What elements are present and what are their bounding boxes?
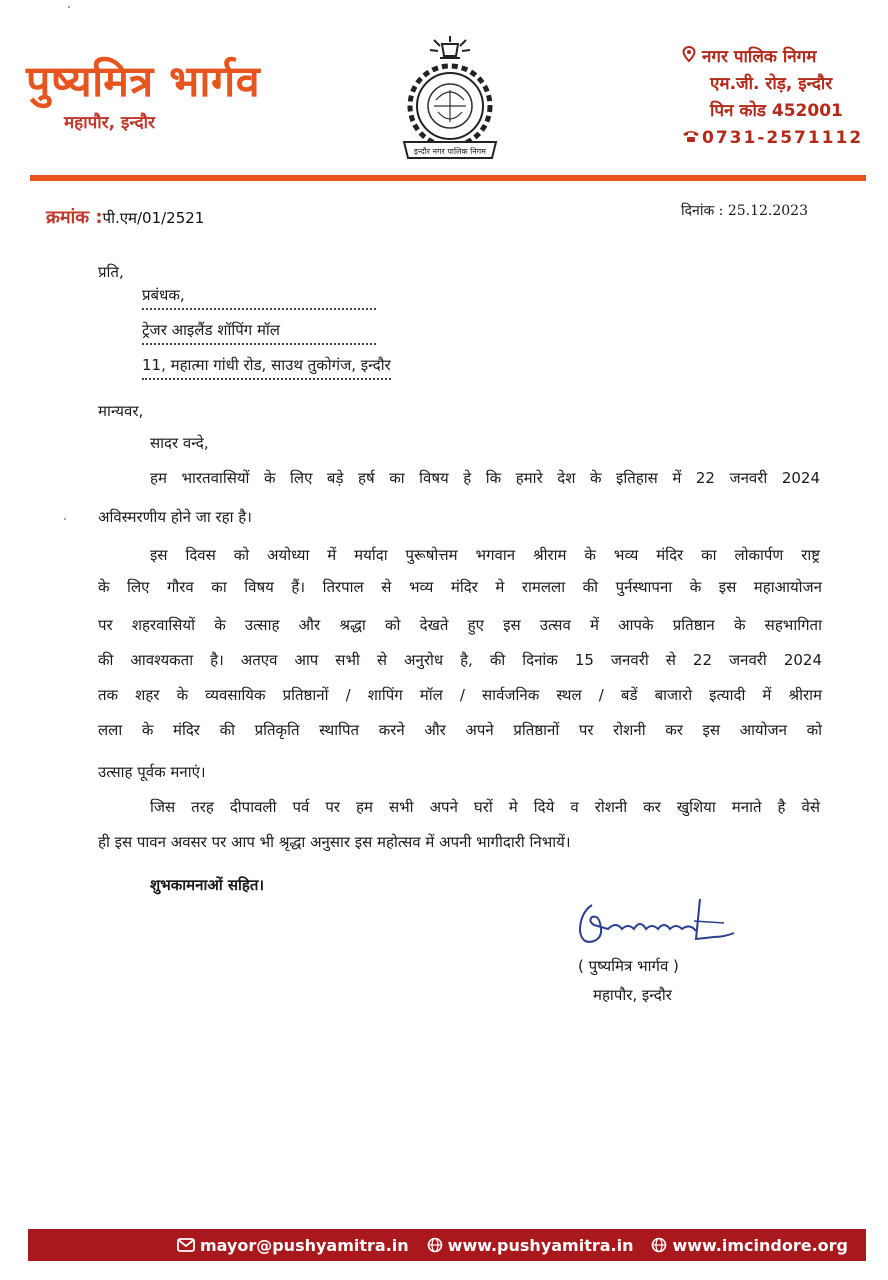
- footer-website-1[interactable]: www.pushyamitra.in: [427, 1236, 634, 1255]
- globe-icon: [427, 1237, 443, 1253]
- paragraph-2-line-1: इस दिवस को अयोध्या में मर्यादा पुरूषोत्तम भगवान श्रीराम के भव्य मंदिर का लोकार्पण राष्ट्र: [150, 546, 820, 564]
- recipient-address: 11, महात्मा गांधी रोड, साउथ तुकोगंज, इन्दौर: [142, 355, 391, 380]
- scan-speck: [64, 518, 66, 520]
- recipient-prefix: प्रति,: [98, 263, 124, 281]
- address-block: [682, 44, 863, 152]
- telephone-icon: [682, 125, 702, 152]
- reference-value: पी.एम/01/2521: [102, 209, 205, 227]
- paragraph-3-line-2: ही इस पावन अवसर पर आप भी श्रृद्धा अनुसार इस महोत्सव में अपनी भागीदारी निभायें।: [98, 833, 571, 851]
- footer-bar: [28, 1229, 866, 1261]
- reference-label: क्रमांक :: [46, 207, 103, 228]
- signatory-designation: महापौर, इन्दौर: [593, 986, 672, 1004]
- address-line-1: नगर पालिक निगम: [682, 44, 863, 71]
- address-line-2: एम.जी. रोड़, इन्दौर: [710, 74, 833, 94]
- sender-name: पुष्यमित्र भार्गव: [26, 57, 261, 107]
- paragraph-2-line-2: के लिए गौरव का विषय हैं। तिरपाल से भव्य मंदिर मे रामलला की पुर्नस्थापना के इस महाआयोजन: [98, 578, 822, 596]
- email-icon: [177, 1238, 195, 1252]
- signatory-name: ( पुष्यमित्र भार्गव ): [578, 957, 679, 975]
- paragraph-2-line-5: तक शहर के व्यवसायिक प्रतिष्ठानों / शापिंग मॉल / सार्वजनिक स्थल / बडें बाजारो इत्यादी में श्रीराम: [98, 686, 822, 704]
- paragraph-2-line-6: लला के मंदिर की प्रतिकृति स्थापित करने और अपने प्रतिष्ठानों पर रोशनी कर इस आयोजन को: [98, 721, 822, 739]
- address-line-3: पिन कोड 452001: [710, 101, 843, 121]
- header-divider: [30, 175, 866, 181]
- paragraph-2-line-7: उत्साह पूर्वक मनाएं।: [98, 763, 206, 781]
- recipient-title: प्रबंधक,: [142, 285, 376, 310]
- paragraph-2-line-4: की आवश्यकता है। अतएव आप सभी से अनुरोध है, की दिनांक 15 जनवरी से 22 जनवरी 2024: [98, 651, 822, 669]
- salutation: मान्यवर,: [98, 402, 144, 420]
- lamp-icon: [430, 36, 470, 58]
- scan-speck: [68, 6, 70, 8]
- greeting: सादर वन्दे,: [150, 434, 209, 452]
- logo-banner-text: इन्दौर नगर पालिक निगम: [414, 147, 486, 156]
- paragraph-3-line-1: जिस तरह दीपावली पर्व पर हम सभी अपने घरों मे दिये व रोशनी कर खुशिया मनाते है वेसे: [150, 798, 820, 816]
- reference-number: [46, 205, 204, 229]
- sender-designation: महापौर, इन्दौर: [64, 113, 155, 133]
- paragraph-1-line-1: हम भारतवासियों के लिए बड़े हर्ष का विषय हे कि हमारे देश के इतिहास में 22 जनवरी 2024: [150, 469, 820, 487]
- phone-line: 0731-2571112: [682, 125, 863, 152]
- letter-date: दिनांक : 25.12.2023: [681, 203, 808, 219]
- recipient-organization: ट्रेजर आइलैंड शॉपिंग मॉल: [142, 320, 376, 345]
- location-pin-icon: [682, 44, 702, 71]
- globe-icon: [651, 1237, 667, 1253]
- footer-email[interactable]: mayor@pushyamitra.in: [177, 1236, 409, 1255]
- municipal-corporation-logo: [396, 34, 504, 166]
- paragraph-1-line-2: अविस्मरणीय होने जा रहा है।: [98, 508, 252, 526]
- closing: शुभकामनाओं सहित।: [150, 876, 265, 894]
- footer-website-2[interactable]: www.imcindore.org: [651, 1236, 848, 1255]
- paragraph-2-line-3: पर शहरवासियों के उत्साह और श्रद्धा को देखते हुए इस उत्सव में आपके प्रतिष्ठान के सहभागिता: [98, 616, 822, 634]
